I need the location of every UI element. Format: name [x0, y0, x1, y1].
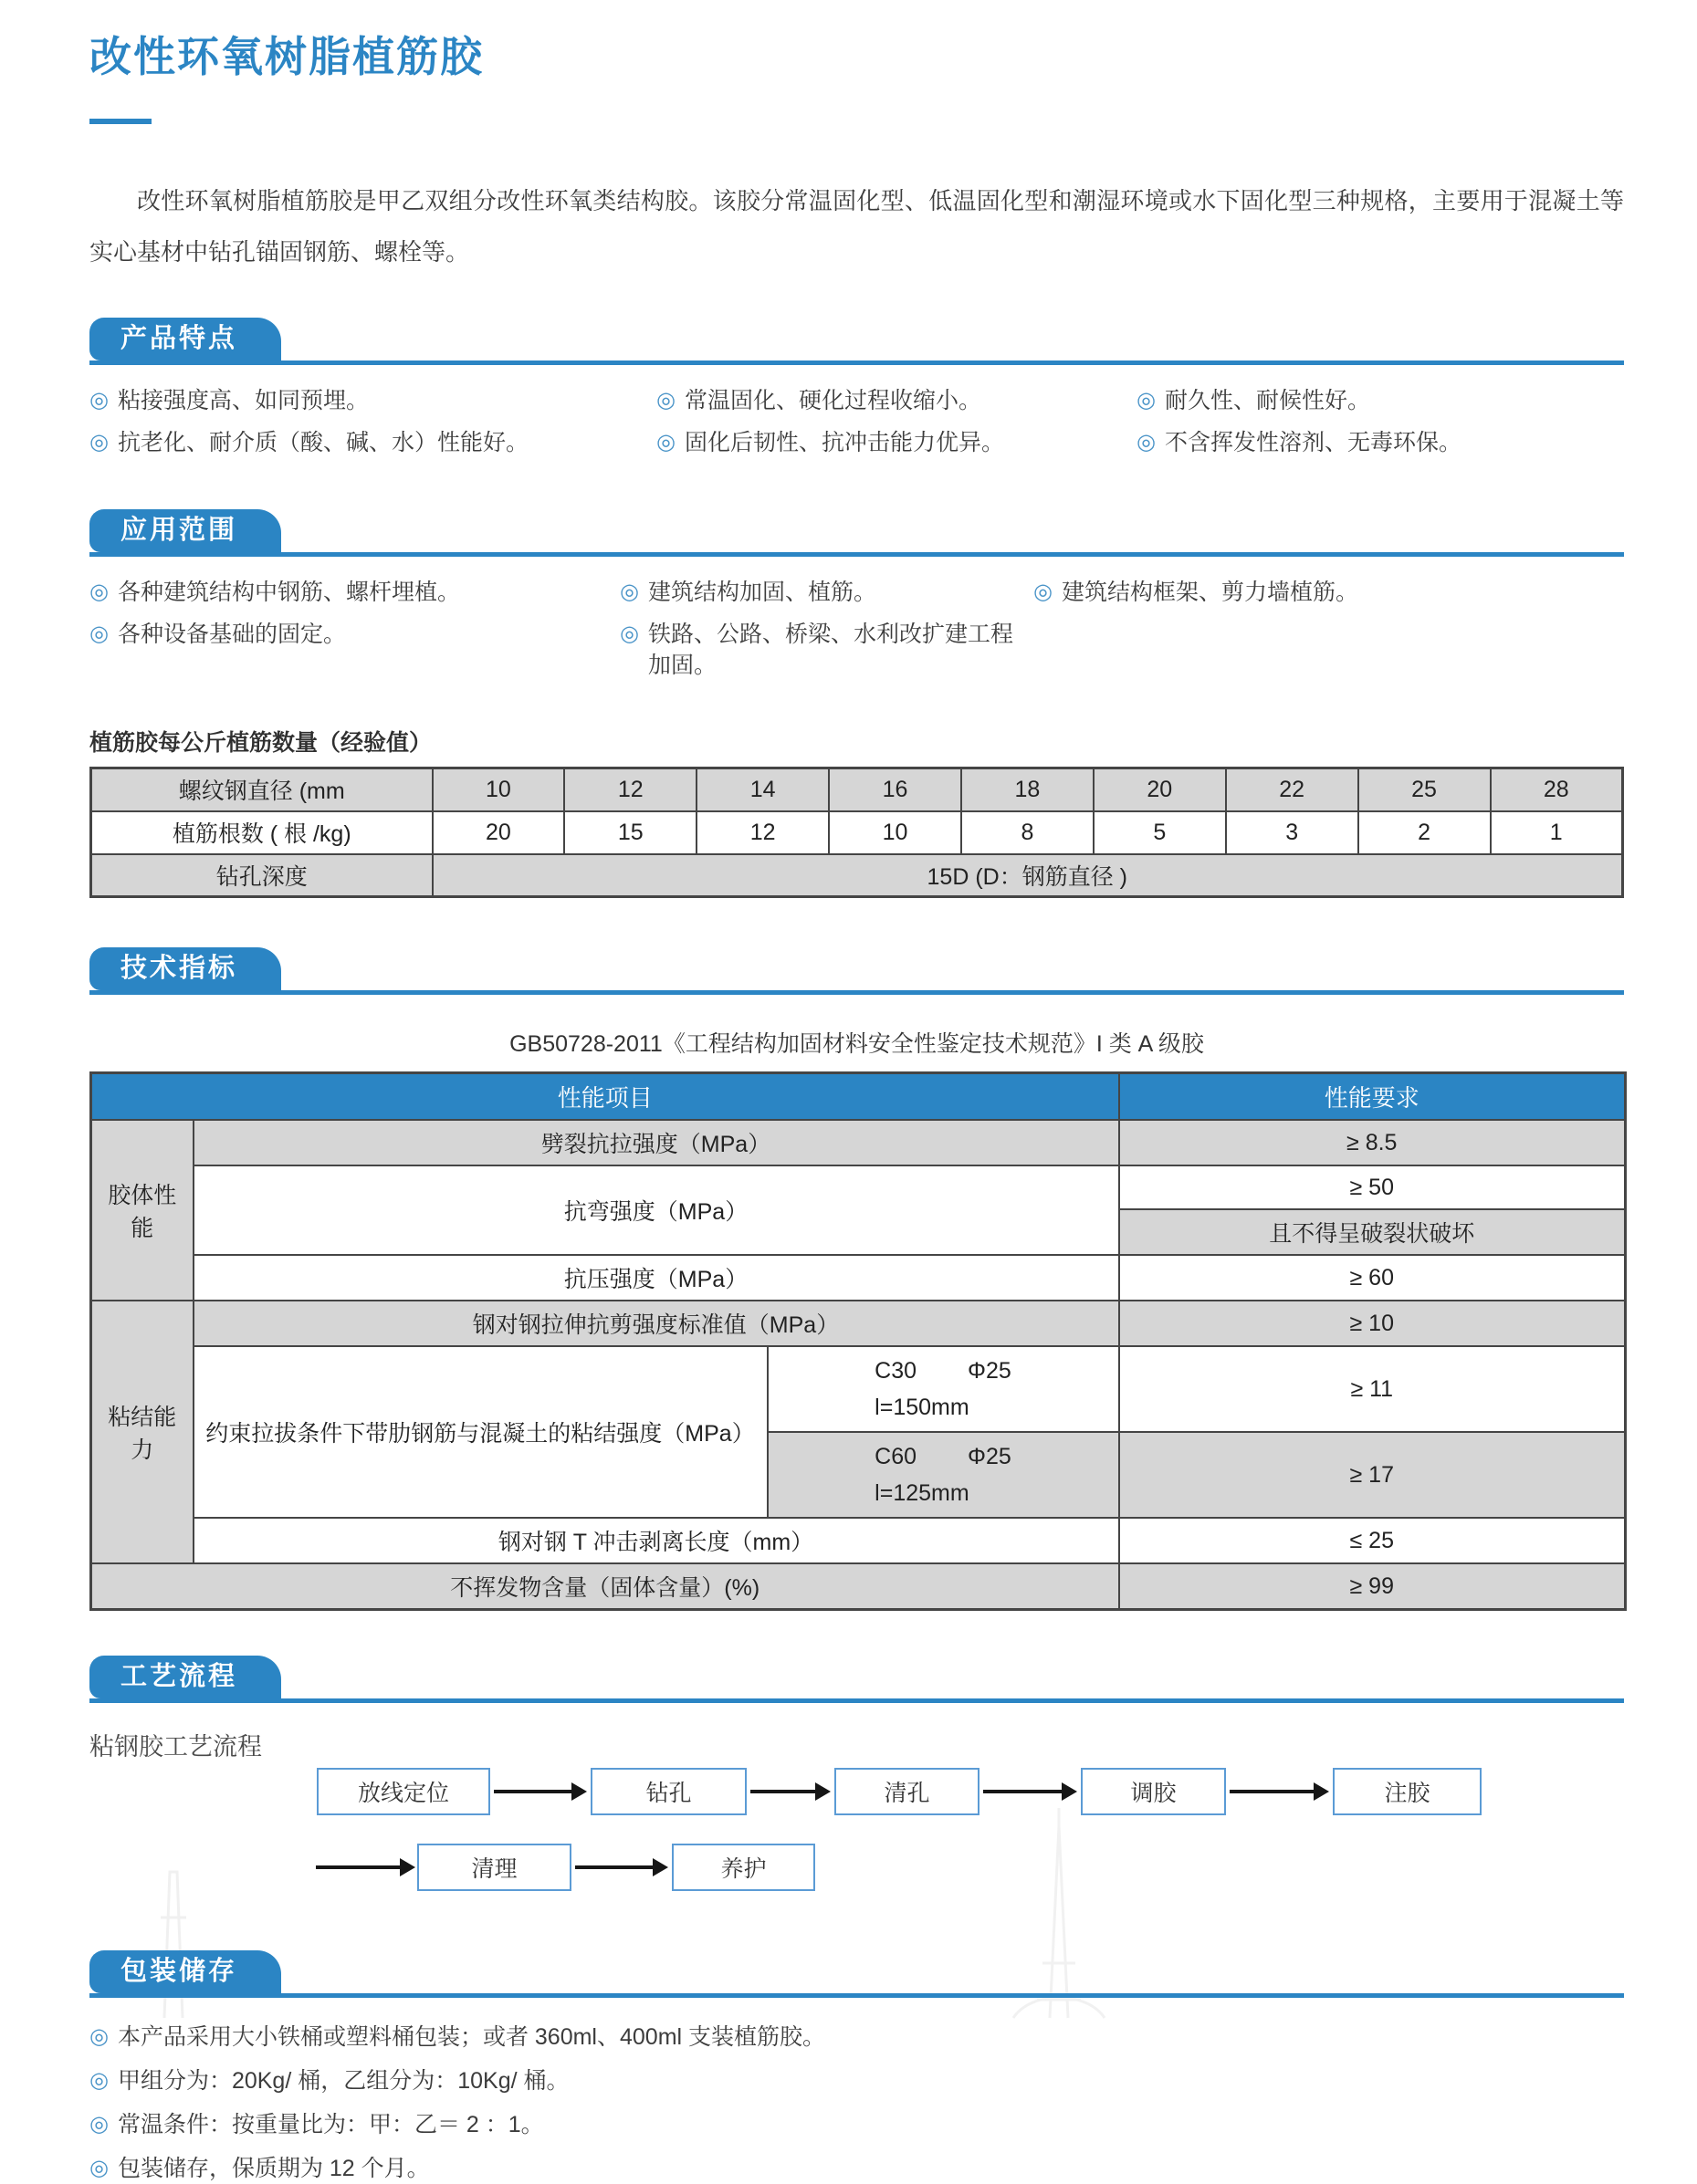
process-subtitle: 粘钢胶工艺流程	[89, 1733, 262, 1761]
process-flow-diagram	[89, 1768, 1624, 1912]
cell: 14	[697, 768, 829, 811]
packaging-item	[89, 2022, 1624, 2053]
page-title: 改性环氧树脂植筋胶	[89, 33, 484, 80]
row-header: 螺纹钢直径 (mm	[91, 768, 433, 811]
section-tab-packaging	[89, 1950, 281, 1993]
cell: 20	[433, 811, 565, 854]
bullseye-bullet-icon: ◎	[656, 388, 676, 413]
section-tab-applications	[89, 509, 281, 552]
table-row	[91, 1120, 1626, 1165]
applications-list	[89, 577, 1624, 681]
anchor-length: l=150mm	[875, 1395, 969, 1420]
packaging-item	[89, 2065, 1624, 2096]
flow-step-drill: 钻孔	[591, 1768, 747, 1815]
cell: 12	[564, 768, 697, 811]
bullseye-bullet-icon: ◎	[89, 2156, 109, 2180]
cell: 15D (D：钢筋直径 )	[433, 854, 1623, 897]
application-text: 各种建筑结构中钢筋、螺杆埋植。	[117, 580, 460, 605]
rebar-quantity-table	[89, 767, 1624, 898]
cell: 15	[564, 811, 697, 854]
bullseye-bullet-icon: ◎	[89, 430, 109, 455]
feature-text: 不含挥发性溶剂、无毒环保。	[1164, 430, 1461, 455]
requirement-cell: ≤ 25	[1119, 1518, 1626, 1563]
table-row	[91, 1255, 1626, 1301]
requirement-cell: 且不得呈破裂状破坏	[1119, 1209, 1626, 1255]
cell: 2	[1358, 811, 1491, 854]
property-cell: 钢对钢 T 冲击剥离长度（mm）	[194, 1518, 1119, 1563]
section-title: 产品特点	[120, 324, 238, 353]
group-header-bond: 粘结能力	[91, 1301, 194, 1563]
bullseye-bullet-icon: ◎	[656, 430, 676, 455]
feature-item	[656, 385, 1137, 416]
packaging-text: 常温条件：按重量比为：甲：乙＝ 2 ：1。	[117, 2112, 544, 2137]
flow-arrow-icon	[1230, 1782, 1329, 1801]
table-header-row	[91, 1073, 1626, 1121]
cell: 8	[961, 811, 1094, 854]
application-item	[89, 619, 620, 681]
cell: 10	[433, 768, 565, 811]
tech-spec-table	[89, 1071, 1627, 1611]
cell: 25	[1358, 768, 1491, 811]
section-title: 应用范围	[120, 516, 238, 545]
feature-item	[656, 427, 1137, 458]
feature-text: 耐久性、耐候性好。	[1164, 388, 1370, 413]
flow-step-curing: 养护	[672, 1844, 815, 1891]
flow-step-inject-glue: 注胶	[1333, 1768, 1482, 1815]
packaging-item	[89, 2109, 1624, 2140]
flow-arrow-icon	[750, 1782, 831, 1801]
property-cell: 抗压强度（MPa）	[194, 1255, 1119, 1301]
cell: 18	[961, 768, 1094, 811]
bullseye-bullet-icon: ◎	[620, 622, 639, 646]
section-header-applications	[89, 509, 1624, 557]
cell: 16	[829, 768, 961, 811]
table-row	[91, 1563, 1626, 1610]
application-item	[89, 577, 620, 608]
column-header: 性能项目	[91, 1073, 1119, 1121]
table-row	[91, 1301, 1626, 1346]
property-cell: 约束拉拔条件下带肋钢筋与混凝土的粘结强度（MPa）	[194, 1346, 768, 1518]
cell: 3	[1226, 811, 1358, 854]
flow-arrow-icon	[575, 1858, 668, 1876]
bullseye-bullet-icon: ◎	[89, 622, 109, 646]
column-header: 性能要求	[1119, 1073, 1626, 1121]
application-text: 建筑结构加固、植筋。	[647, 580, 876, 605]
section-title: 工艺流程	[120, 1662, 238, 1691]
application-text: 铁路、公路、桥梁、水利改扩建工程加固。	[647, 622, 1013, 678]
feature-text: 固化后韧性、抗冲击能力优异。	[684, 430, 1004, 455]
feature-item	[1137, 385, 1624, 416]
requirement-cell: ≥ 99	[1119, 1563, 1626, 1610]
feature-text: 常温固化、硬化过程收缩小。	[684, 388, 981, 413]
table-row	[91, 1346, 1626, 1432]
section-header-packaging	[89, 1950, 1624, 1998]
packaging-list	[89, 2022, 1624, 2184]
feature-text: 粘接强度高、如同预埋。	[117, 388, 369, 413]
application-text: 建筑结构框架、剪力墙植筋。	[1061, 580, 1358, 605]
packaging-text: 本产品采用大小铁桶或塑料桶包装；或者 360ml、400ml 支装植筋胶。	[117, 2024, 826, 2050]
condition-text	[875, 1438, 1011, 1511]
flow-step-clean-hole: 清孔	[834, 1768, 979, 1815]
bullseye-bullet-icon: ◎	[1033, 580, 1053, 604]
requirement-cell: ≥ 17	[1119, 1432, 1626, 1518]
application-item	[620, 619, 1033, 681]
property-cell: 抗弯强度（MPa）	[194, 1165, 1119, 1255]
group-header-adhesive: 胶体性能	[91, 1120, 194, 1301]
anchor-length: l=125mm	[875, 1480, 969, 1506]
cell: 28	[1491, 768, 1623, 811]
bullseye-bullet-icon: ◎	[1137, 430, 1156, 455]
flow-arrow-icon	[494, 1782, 587, 1801]
requirement-cell: ≥ 10	[1119, 1301, 1626, 1346]
cell: 1	[1491, 811, 1623, 854]
section-tab-process	[89, 1656, 281, 1698]
requirement-cell: ≥ 60	[1119, 1255, 1626, 1301]
cell: 12	[697, 811, 829, 854]
section-tab-tech	[89, 947, 281, 990]
table-row	[91, 768, 1623, 811]
section-title: 包装储存	[120, 1957, 238, 1986]
condition-cell	[768, 1346, 1119, 1432]
feature-item	[89, 427, 656, 458]
section-header-features	[89, 318, 1624, 365]
table-row	[91, 1165, 1626, 1209]
section-header-process	[89, 1656, 1624, 1703]
application-item	[620, 577, 1033, 608]
rebar-diameter: Φ25	[968, 1444, 1011, 1469]
bullseye-bullet-icon: ◎	[89, 388, 109, 413]
flow-step-mix-glue: 调胶	[1081, 1768, 1226, 1815]
packaging-text: 包装储存，保质期为 12 个月。	[117, 2156, 430, 2181]
condition-text	[875, 1353, 1011, 1426]
condition-cell	[768, 1432, 1119, 1518]
bullseye-bullet-icon: ◎	[620, 580, 639, 604]
title-underline	[89, 119, 152, 124]
section-tab-features	[89, 318, 281, 361]
concrete-grade: C30	[875, 1358, 917, 1384]
packaging-item	[89, 2153, 1624, 2184]
section-title: 技术指标	[120, 954, 238, 983]
row-header: 钻孔深度	[91, 854, 433, 897]
property-cell: 钢对钢拉伸抗剪强度标准值（MPa）	[194, 1301, 1119, 1346]
bullseye-bullet-icon: ◎	[89, 580, 109, 604]
cell: 5	[1094, 811, 1226, 854]
features-list	[89, 385, 1624, 458]
feature-item	[89, 385, 656, 416]
cell: 20	[1094, 768, 1226, 811]
standard-note: GB50728-2011《工程结构加固材料安全性鉴定技术规范》I 类 A 级胶	[509, 1031, 1204, 1057]
feature-item	[1137, 427, 1624, 458]
packaging-text: 甲组分为：20Kg/ 桶，乙组分为：10Kg/ 桶。	[117, 2068, 570, 2094]
intro-paragraph: 改性环氧树脂植筋胶是甲乙双组分改性环氧类结构胶。该胶分常温固化型、低温固化型和潮湿环境或水下固化型三种规格，主要用于混凝土等实心基材中钻孔锚固钢筋、螺栓等。	[89, 187, 1624, 266]
application-item	[1033, 577, 1624, 608]
table-row	[91, 811, 1623, 854]
cell: 22	[1226, 768, 1358, 811]
rebar-table-title: 植筋胶每公斤植筋数量（经验值）	[89, 730, 433, 756]
flow-step-cleanup: 清理	[417, 1844, 571, 1891]
bullseye-bullet-icon: ◎	[1137, 388, 1156, 413]
requirement-cell: ≥ 50	[1119, 1165, 1626, 1209]
property-cell: 不挥发物含量（固体含量）(%)	[91, 1563, 1119, 1610]
requirement-cell: ≥ 8.5	[1119, 1120, 1626, 1165]
cell: 10	[829, 811, 961, 854]
application-text: 各种设备基础的固定。	[117, 622, 346, 647]
bullseye-bullet-icon: ◎	[89, 2068, 109, 2093]
concrete-grade: C60	[875, 1444, 917, 1469]
bullseye-bullet-icon: ◎	[89, 2112, 109, 2137]
flow-arrow-icon	[983, 1782, 1077, 1801]
requirement-cell: ≥ 11	[1119, 1346, 1626, 1432]
table-row	[91, 854, 1623, 897]
flow-arrow-icon	[316, 1858, 415, 1876]
bullseye-bullet-icon: ◎	[89, 2024, 109, 2049]
flow-step-layout: 放线定位	[317, 1768, 490, 1815]
rebar-diameter: Φ25	[968, 1358, 1011, 1384]
section-header-tech	[89, 947, 1624, 995]
row-header: 植筋根数 ( 根 /kg)	[91, 811, 433, 854]
feature-text: 抗老化、耐介质（酸、碱、水）性能好。	[117, 430, 529, 455]
table-row	[91, 1518, 1626, 1563]
property-cell: 劈裂抗拉强度（MPa）	[194, 1120, 1119, 1165]
